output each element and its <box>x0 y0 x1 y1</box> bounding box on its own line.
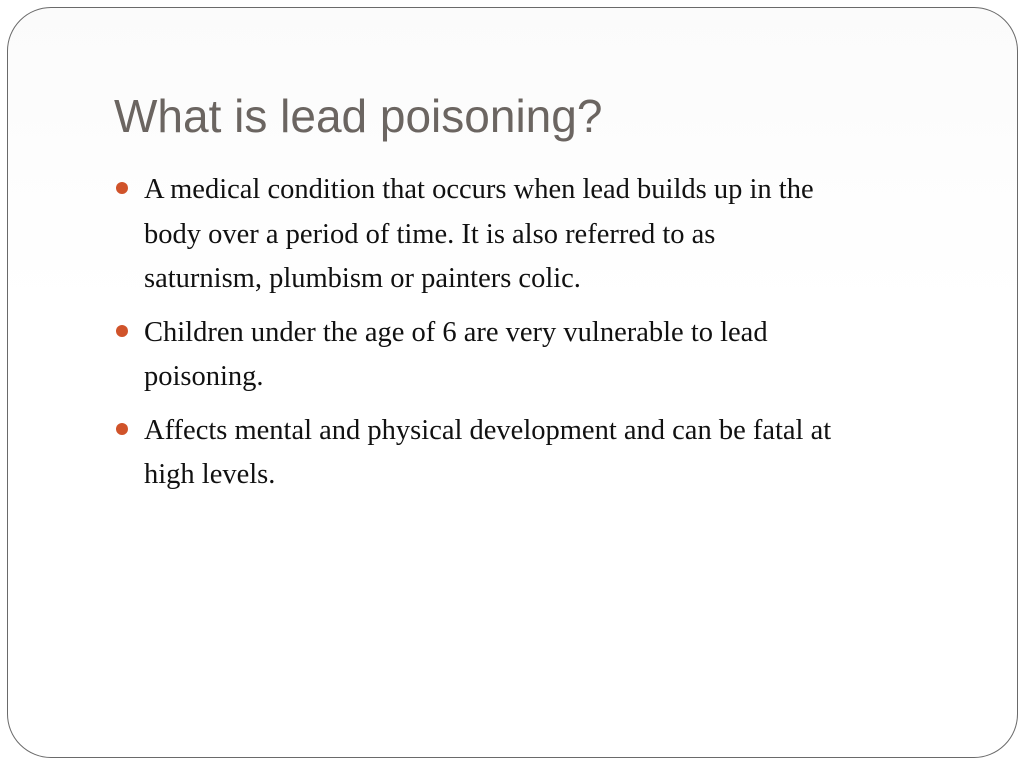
bullet-text: Affects mental and physical development and can be fatal at high levels. <box>144 414 832 490</box>
bullet-item <box>114 168 944 302</box>
bullet-list <box>114 168 944 507</box>
slide-title: What is lead poisoning? <box>114 90 603 142</box>
bullet-dot-icon <box>116 423 128 435</box>
bullet-item <box>114 409 944 498</box>
bullet-dot-icon <box>116 325 128 337</box>
bullet-item <box>114 311 944 400</box>
bullet-dot-icon <box>116 182 128 194</box>
bullet-text: Children under the age of 6 are very vulnerable to lead poisoning. <box>144 316 768 392</box>
bullet-text: A medical condition that occurs when lead builds up in the body over a period of time. It is also referred to as saturnism, plumbism or painters colic. <box>144 174 814 294</box>
